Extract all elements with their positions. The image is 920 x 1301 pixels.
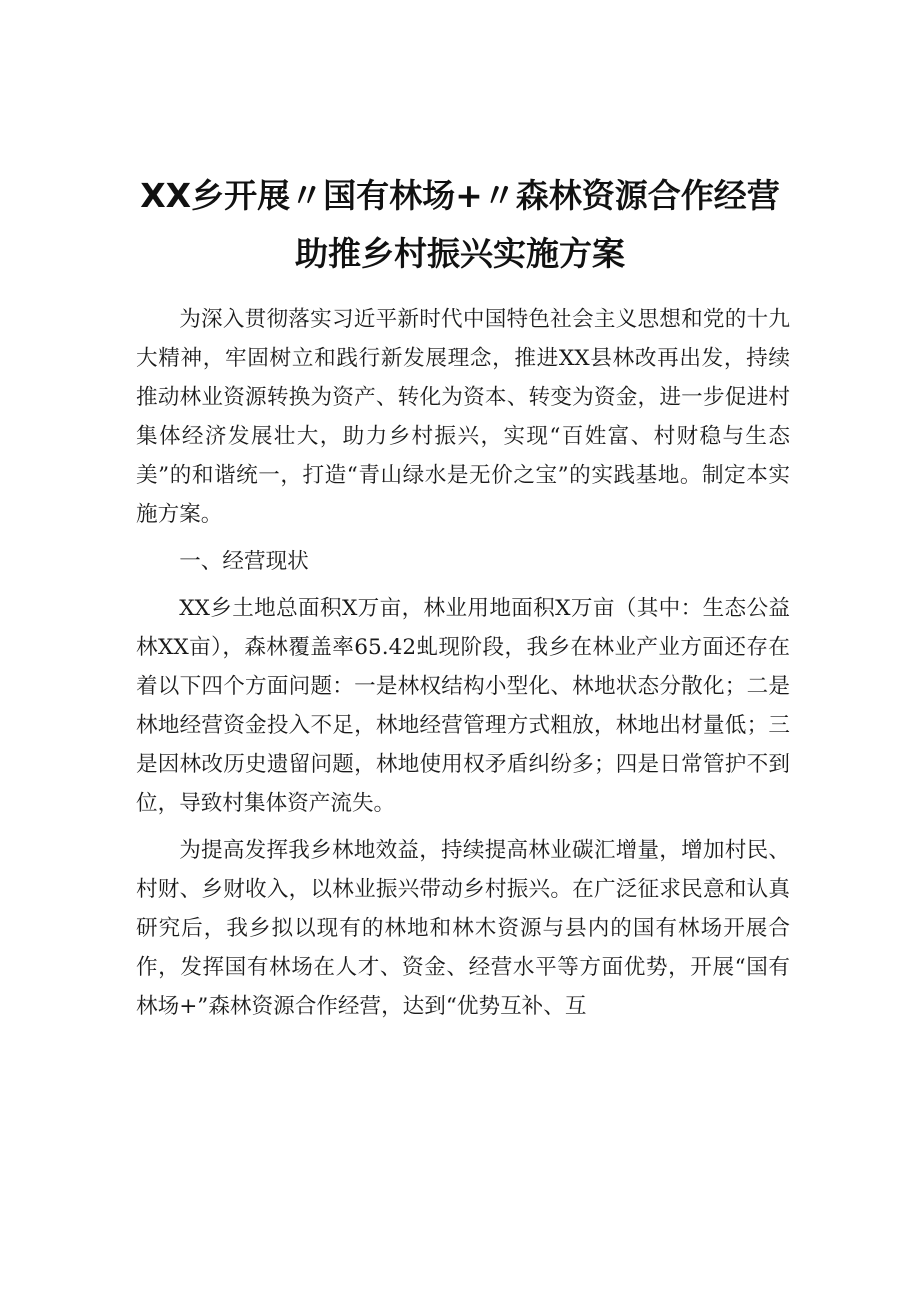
- document-title-line-1: XX乡开展〃国有林场+〃森林资源合作经营: [140, 176, 780, 215]
- paragraph-status: XX乡土地总面积X万亩，林业用地面积X万亩（其中：生态公益林XX亩），森林覆盖率65.42虬现阶段，我乡在林业产业方面还存在着以下四个方面问题：一是林权结构小型化、林地状态分散化；二是林地经营资金投入不足，林地经营管理方式粗放，林地出材量低；三是因林改历史遗留问题，林地使用权矛盾纠纷多；四是日常管护不到位，导致村集体资产流失。: [136, 596, 790, 816]
- document-title-line-2: 助推乡村振兴实施方案: [295, 234, 625, 273]
- paragraph-plan: 为提高发挥我乡林地效益，持续提高林业碳汇增量，增加村民、村财、乡财收入，以林业振兴带动乡村振兴。在广泛征求民意和认真研究后，我乡拟以现有的林地和林木资源与县内的国有林场开展合作，发挥国有林场在人才、资金、经营水平等方面优势，开展“国有林场+”森林资源合作经营，达到“优势互补、互: [136, 838, 790, 1019]
- section-heading-status: 一、经营现状: [179, 549, 309, 574]
- document-body: [136, 300, 790, 1034]
- paragraph-intro: 为深入贯彻落实习近平新时代中国特色社会主义思想和党的十九大精神，牢固树立和践行新发展理念，推进XX县林改再出发，持续推动林业资源转换为资产、转化为资本、转变为资金，进一步促进村集体经济发展壮大，助力乡村振兴，实现“百姓富、村财稳与生态美”的和谐统一，打造“青山绿水是无价之宝”的实践基地。制定本实施方案。: [136, 307, 790, 527]
